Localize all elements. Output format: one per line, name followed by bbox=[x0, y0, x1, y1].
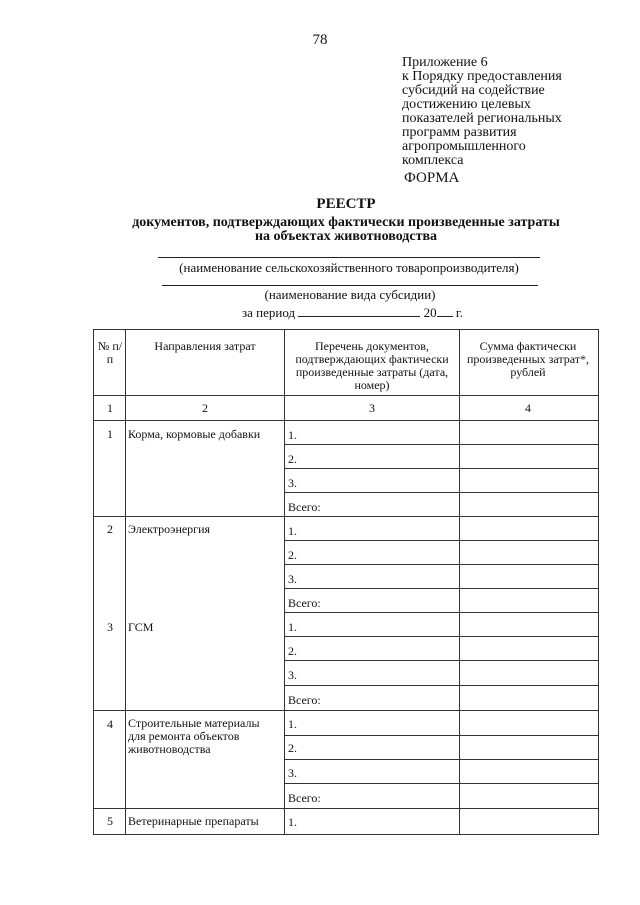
group-separator bbox=[93, 710, 599, 711]
item-separator bbox=[284, 783, 598, 784]
item-separator bbox=[284, 636, 598, 637]
cost-direction: Строительные материалы для ремонта объектов животноводства bbox=[128, 716, 260, 756]
table-border-bottom bbox=[93, 834, 599, 835]
header-direction: Направления затрат bbox=[154, 339, 256, 353]
period-year-blank bbox=[437, 305, 453, 317]
appendix-line: показателей региональных bbox=[402, 111, 562, 126]
appendix-line: программ развития bbox=[402, 125, 517, 140]
row-number: 3 bbox=[107, 620, 113, 634]
subtitle-line: документов, подтверждающих фактически произведенные затраты bbox=[132, 215, 560, 230]
header-amount: Сумма фактически произведенных затрат*, рублей bbox=[466, 339, 590, 379]
document-title: РЕЕСТР bbox=[316, 196, 376, 212]
header-number: № п/п bbox=[97, 339, 123, 366]
subsidy-caption: (наименование вида субсидии) bbox=[264, 287, 436, 302]
document-item: 1. bbox=[288, 620, 297, 634]
item-separator bbox=[284, 444, 598, 445]
period-line bbox=[242, 305, 463, 321]
table-border-left bbox=[93, 329, 94, 835]
group-separator bbox=[93, 516, 599, 517]
appendix-line: субсидий на содействие bbox=[402, 83, 545, 98]
item-separator bbox=[284, 685, 598, 686]
document-item: 2. bbox=[288, 644, 297, 658]
table-border-top bbox=[93, 329, 599, 330]
table-numbering-divider bbox=[93, 420, 599, 421]
group-separator bbox=[93, 808, 599, 809]
row-number: 1 bbox=[107, 427, 113, 441]
document-item: 2. bbox=[288, 548, 297, 562]
subtitle-line: на объектах животноводства bbox=[254, 229, 438, 244]
document-item: 3. bbox=[288, 766, 297, 780]
period-suffix: г. bbox=[455, 305, 463, 320]
period-prefix: за период bbox=[242, 305, 296, 320]
header-documents: Перечень документов, подтверждающих фактически произведенные затраты (дата, номер) bbox=[295, 339, 449, 392]
producer-fill-line bbox=[158, 257, 540, 258]
cost-direction: Ветеринарные препараты bbox=[128, 814, 259, 828]
item-separator bbox=[284, 759, 598, 760]
appendix-note bbox=[402, 56, 602, 168]
document-item: 2. bbox=[288, 741, 297, 755]
appendix-line: агропромышленного bbox=[402, 139, 526, 154]
appendix-line: достижению целевых bbox=[402, 97, 531, 112]
form-label: ФОРМА bbox=[404, 170, 460, 186]
row-number: 5 bbox=[107, 814, 113, 828]
document-item: 3. bbox=[288, 476, 297, 490]
item-separator bbox=[284, 564, 598, 565]
item-separator bbox=[284, 492, 598, 493]
table-border-right bbox=[598, 329, 599, 835]
appendix-line: Приложение 6 bbox=[402, 55, 488, 70]
subsidy-fill-line bbox=[162, 285, 538, 286]
item-separator bbox=[284, 660, 598, 661]
column-divider bbox=[125, 329, 126, 835]
document-subtitle bbox=[0, 216, 640, 244]
column-number: 4 bbox=[525, 401, 531, 415]
total-label: Всего: bbox=[288, 693, 321, 707]
producer-caption: (наименование сельскохозяйственного товаропроизводителя) bbox=[179, 260, 519, 275]
total-label: Всего: bbox=[288, 791, 321, 805]
page-number: 78 bbox=[312, 32, 328, 48]
row-number: 4 bbox=[107, 717, 113, 731]
cost-direction: ГСМ bbox=[128, 620, 154, 634]
item-separator bbox=[284, 735, 598, 736]
row-number: 2 bbox=[107, 522, 113, 536]
document-item: 3. bbox=[288, 668, 297, 682]
cost-direction: Корма, кормовые добавки bbox=[128, 427, 261, 441]
item-separator bbox=[284, 588, 598, 589]
item-separator bbox=[284, 612, 598, 613]
document-item: 1. bbox=[288, 428, 297, 442]
period-year: 20 bbox=[423, 305, 437, 320]
document-item: 1. bbox=[288, 524, 297, 538]
appendix-line: к Порядку предоставления bbox=[402, 69, 562, 84]
cost-direction: Электроэнергия bbox=[128, 522, 211, 536]
document-item: 2. bbox=[288, 452, 297, 466]
item-separator bbox=[284, 540, 598, 541]
item-separator bbox=[284, 468, 598, 469]
column-number: 2 bbox=[202, 401, 208, 415]
column-number: 1 bbox=[107, 401, 113, 415]
document-item: 1. bbox=[288, 717, 297, 731]
total-label: Всего: bbox=[288, 596, 321, 610]
total-label: Всего: bbox=[288, 500, 321, 514]
column-number: 3 bbox=[369, 401, 375, 415]
table-header-divider bbox=[93, 395, 599, 396]
appendix-line: комплекса bbox=[402, 153, 464, 168]
document-item: 3. bbox=[288, 572, 297, 586]
period-blank bbox=[298, 305, 420, 317]
document-item: 1. bbox=[288, 815, 297, 829]
